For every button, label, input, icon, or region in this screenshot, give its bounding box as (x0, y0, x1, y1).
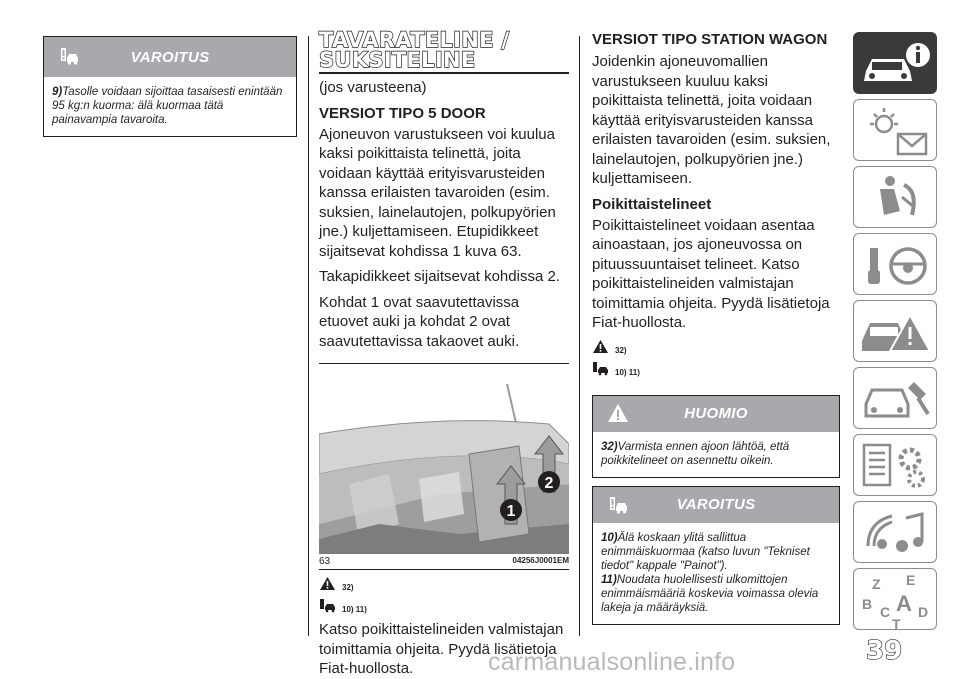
varoitus-body-2: Noudata huolellisesti ulkomittojen enimmäismääriä koskevia voimassa olevia lakeja ja määräyksiä. (601, 573, 819, 614)
varoitus-ref-1: 10) (601, 531, 618, 544)
chapter-tabs (853, 32, 937, 635)
figure-car-roof (319, 374, 569, 554)
varoitus-title: VAROITUS (676, 496, 756, 513)
emergency-icon (854, 301, 937, 362)
key-steering-wheel-icon (854, 234, 937, 295)
warning-title: VAROITUS (130, 48, 210, 66)
paragraph-2: Takapidikkeet sijaitsevat kohdissa 2. (319, 268, 560, 285)
warning-text (44, 77, 296, 136)
section-title-line2: SUKSITELINE (319, 48, 476, 72)
title-underline (319, 72, 569, 74)
warning-ref: 9) (52, 86, 63, 98)
index-letter-t: T (892, 616, 901, 631)
warning-body: Tasolle voidaan sijoittaa tasaisesti enintään 95 kg:n kuorma: älä kuormaa tätä painavampia tavaroita. (52, 86, 283, 126)
varoitus-header (593, 487, 839, 523)
tab-emergency[interactable] (853, 300, 937, 362)
paragraph-1: Ajoneuvon varustukseen voi kuulua kaksi poikittaista telinettä, joita voidaan käyttää erityisvarusteiden kanssa erilaisten tavaroiden (esim. suksien, lainelautojen, polkupyörien jne.) kuljettamiseen. Etupidikkeet sijaitsevat kohdissa 1 kuva 63. (319, 125, 556, 260)
subtitle: (jos varusteena) (319, 79, 427, 96)
specs-gear-icon (854, 435, 937, 496)
tab-index[interactable] (853, 568, 937, 630)
warning-car-small-icon (319, 598, 336, 613)
multimedia-icon (854, 502, 937, 563)
subheading-crossbars: Poikittaistelineet (592, 195, 712, 213)
paragraph-4: Katso poikittaistelineiden valmistajan toimittamia ohjeita. Pyydä lisätietoja Fiat-huollosta. (319, 621, 564, 677)
reference-warning-text: 10) 11) (342, 605, 367, 614)
car-roof-illustration (319, 374, 569, 554)
figure-bottom-rule (319, 569, 569, 570)
marker-2: 2 (544, 475, 554, 492)
column-2 (319, 30, 569, 679)
caution-triangle-icon (607, 403, 629, 425)
heading-station-wagon: VERSIOT TIPO STATION WAGON (592, 31, 828, 48)
index-letter-z: Z (872, 576, 881, 592)
sw-paragraph-2: Poikittaistelineet voidaan asentaa ainoastaan, jos ajoneuvossa on pituussuuntaiset telineet. Katso poikittaistelineiden valmistajan toimittamia ohjeita. Pyydä lisätietoja Fiat-huollosta. (592, 216, 830, 331)
warning-box (43, 36, 297, 137)
figure-caption (319, 556, 569, 567)
warning-header (44, 37, 296, 77)
huomio-body: Varmista ennen ajoon lähtöä, että poikkitelineet on asennettu oikein. (601, 440, 790, 467)
reference-caution-text: 32) (342, 583, 354, 592)
sw-paragraph-1: Joidenkin ajoneuvomallien varustukseen kuuluu kaksi poikittaista telinettä, joita voidaan käyttää erityisvarusteiden kanssa erilaisten tavaroiden (esim. suksien, lainelautojen, polkupyörien jne.) kuljettamiseen. (592, 53, 831, 187)
tab-car-info[interactable] (853, 32, 937, 94)
varoitus-ref-2: 11) (601, 573, 617, 586)
sw-reference-caution (592, 339, 840, 357)
varoitus-text (593, 523, 839, 624)
marker-1: 1 (506, 503, 516, 520)
tab-seat-airbag[interactable] (853, 166, 937, 228)
figure-code: 04256J0001EM (512, 556, 569, 565)
tab-car-service[interactable] (853, 367, 937, 429)
caution-icon (319, 576, 336, 591)
sw-reference-caution-text: 32) (615, 345, 627, 355)
car-service-icon (854, 368, 937, 429)
warning-car-icon (58, 45, 80, 67)
huomio-title: HUOMIO (684, 405, 748, 422)
figure-number: 63 (319, 556, 331, 567)
heading-5door: VERSIOT TIPO 5 DOOR (319, 104, 486, 122)
tab-multimedia[interactable] (853, 501, 937, 563)
tab-key-steering[interactable] (853, 233, 937, 295)
huomio-ref: 32) (601, 440, 618, 453)
dashboard-lights-icon (854, 100, 937, 161)
tab-specs[interactable] (853, 434, 937, 496)
tab-dashboard-lights[interactable] (853, 99, 937, 161)
watermark: carmanualsonline.info (488, 648, 736, 676)
reference-warning (319, 598, 569, 616)
sw-reference-warning-text: 10) 11) (615, 367, 640, 377)
varoitus-body-1: Älä koskaan ylitä sallittua enimmäiskuormaa (katso luvun "Tekniset tiedot" kappale "Painot"). (601, 531, 810, 572)
warning-car-small-icon (592, 361, 609, 376)
column-1 (43, 36, 297, 137)
reference-caution (319, 576, 569, 594)
huomio-header (593, 396, 839, 432)
sw-reference-warning (592, 361, 840, 379)
figure-top-rule (319, 363, 569, 364)
warning-car-icon (607, 494, 629, 516)
index-letter-b: B (862, 596, 873, 612)
caution-icon (592, 339, 609, 354)
column-divider-2 (579, 36, 580, 636)
index-letter-e: E (906, 572, 916, 588)
column-3 (592, 30, 840, 625)
seat-airbag-icon (854, 167, 937, 228)
huomio-box (592, 395, 840, 478)
paragraph-3: Kohdat 1 ovat saavutettavissa etuovet auki ja kohdat 2 ovat saavutettavissa takaovet auki. (319, 293, 520, 350)
section-title-line1: TAVARATELINE / (319, 28, 510, 52)
page-number: 39 (866, 636, 903, 666)
varoitus-box (592, 486, 840, 625)
huomio-text (593, 432, 839, 477)
index-letters-icon (854, 569, 937, 630)
column-divider-1 (308, 36, 309, 636)
index-letter-a: A (896, 591, 912, 616)
index-letter-c: C (880, 604, 891, 620)
index-letter-d: D (918, 604, 929, 620)
car-info-icon (854, 33, 937, 94)
